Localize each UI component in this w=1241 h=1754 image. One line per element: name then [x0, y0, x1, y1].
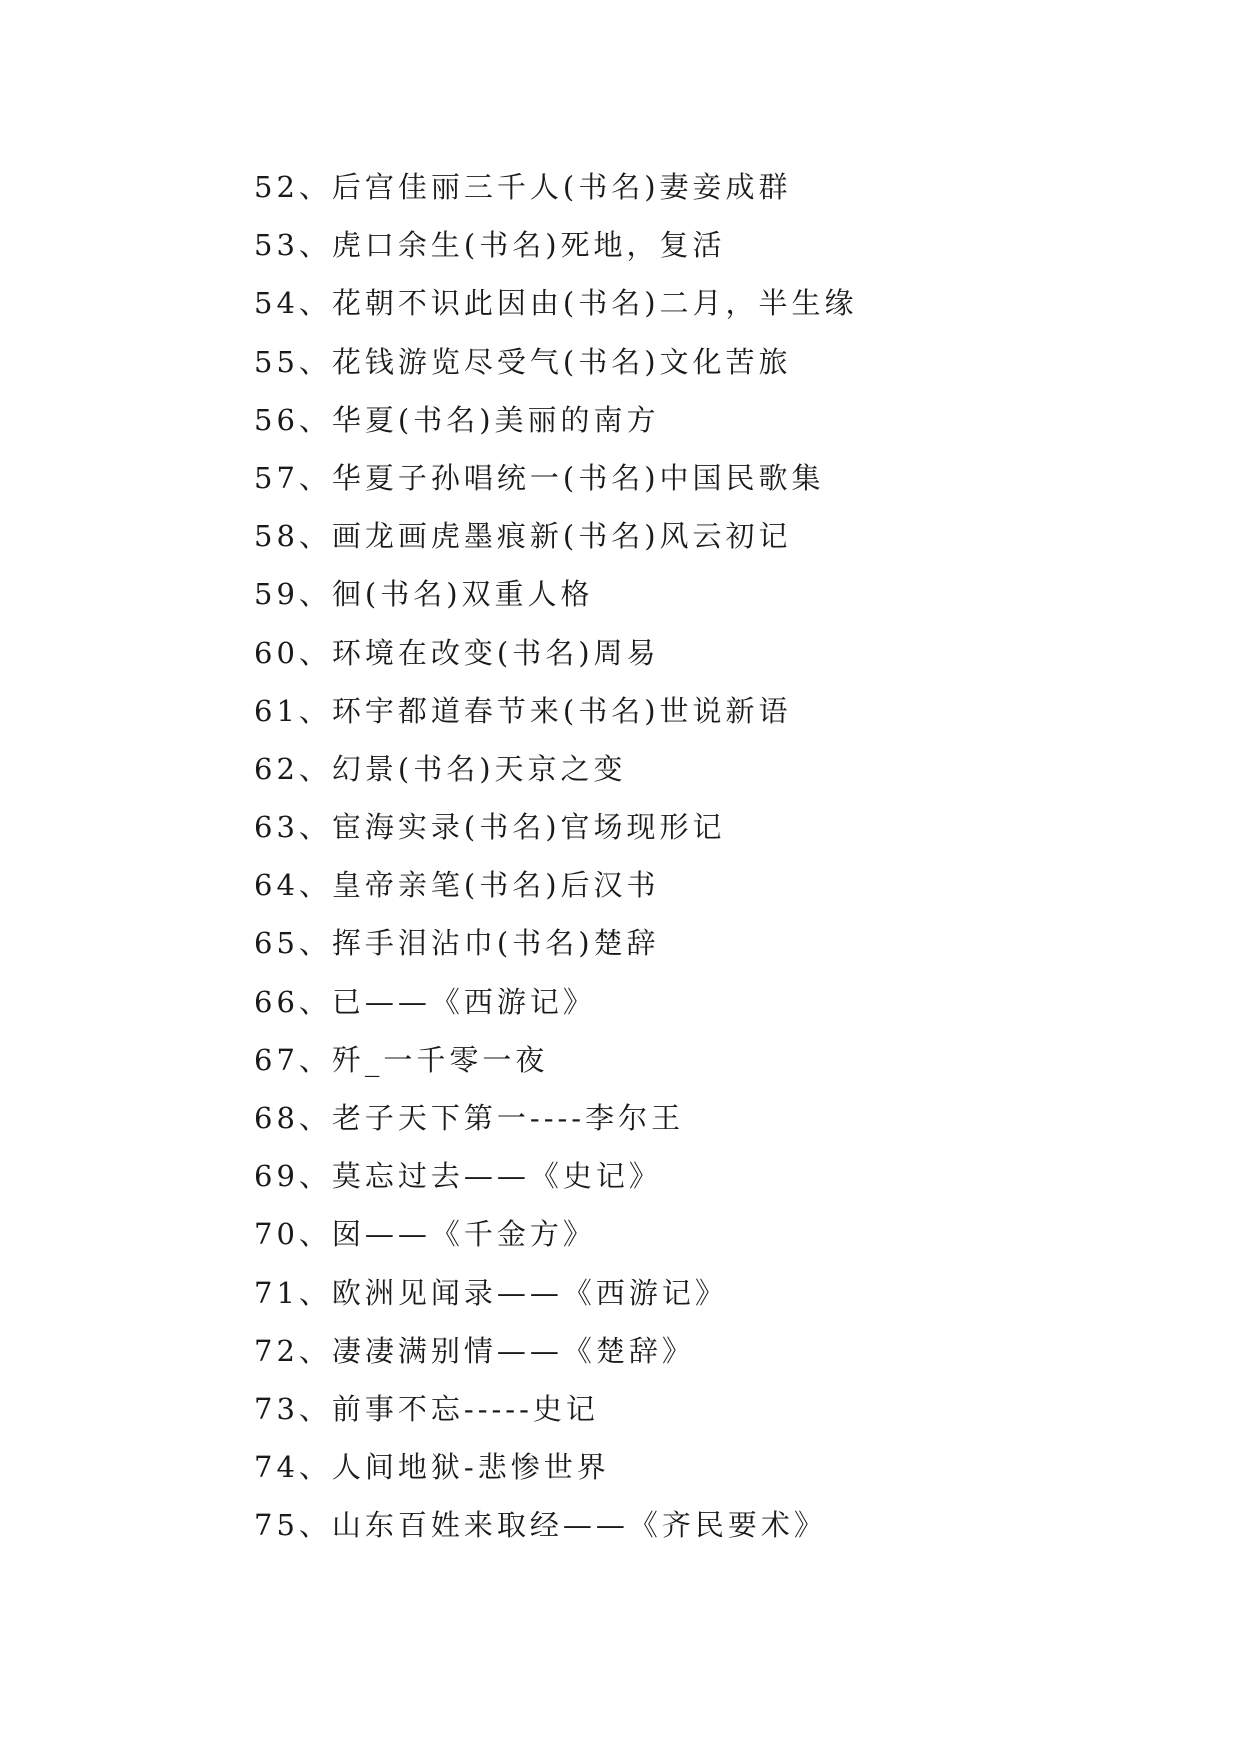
- riddle-line: 57、华夏子孙唱统一(书名)中国民歌集: [254, 460, 825, 495]
- riddle-line: 62、幻景(书名)天京之变: [254, 751, 627, 786]
- riddle-line: 63、宦海实录(书名)官场现形记: [254, 810, 726, 845]
- riddle-line: 68、老子天下第一----李尔王: [254, 1101, 685, 1135]
- riddle-line: 67、歼_一千零一夜: [254, 1042, 549, 1077]
- riddle-line: 74、人间地狱-悲惨世界: [254, 1450, 610, 1485]
- riddle-line: 52、后宫佳丽三千人(书名)妻妾成群: [254, 170, 792, 204]
- riddle-line: 60、环境在改变(书名)周易: [254, 635, 660, 670]
- riddle-line: 72、凄凄满别情——《楚辞》: [254, 1333, 695, 1368]
- riddle-line: 54、花朝不识此因由(书名)二月，半生缘: [254, 286, 858, 321]
- riddle-line: 59、徊(书名)双重人格: [254, 577, 594, 612]
- riddle-line: 61、环宇都道春节来(书名)世说新语: [254, 693, 792, 728]
- riddle-line: 69、莫忘过去——《史记》: [254, 1159, 662, 1194]
- riddle-line: 56、华夏(书名)美丽的南方: [254, 402, 660, 437]
- riddle-line: 65、挥手泪沾巾(书名)楚辞: [254, 926, 660, 961]
- riddle-line: 71、欧洲见闻录——《西游记》: [254, 1275, 728, 1310]
- riddle-line: 66、已——《西游记》: [254, 984, 596, 1019]
- riddle-line: 70、囡——《千金方》: [254, 1217, 596, 1252]
- riddle-line: 58、画龙画虎墨痕新(书名)风云初记: [254, 519, 792, 554]
- riddle-list: [254, 158, 858, 1555]
- riddle-line: 55、花钱游览尽受气(书名)文化苦旅: [254, 344, 792, 379]
- riddle-line: 75、山东百姓来取经——《齐民要术》: [254, 1508, 827, 1543]
- riddle-line: 64、皇帝亲笔(书名)后汉书: [254, 868, 660, 903]
- riddle-line: 73、前事不忘-----史记: [254, 1391, 599, 1426]
- riddle-line: 53、虎口余生(书名)死地，复活: [254, 228, 726, 263]
